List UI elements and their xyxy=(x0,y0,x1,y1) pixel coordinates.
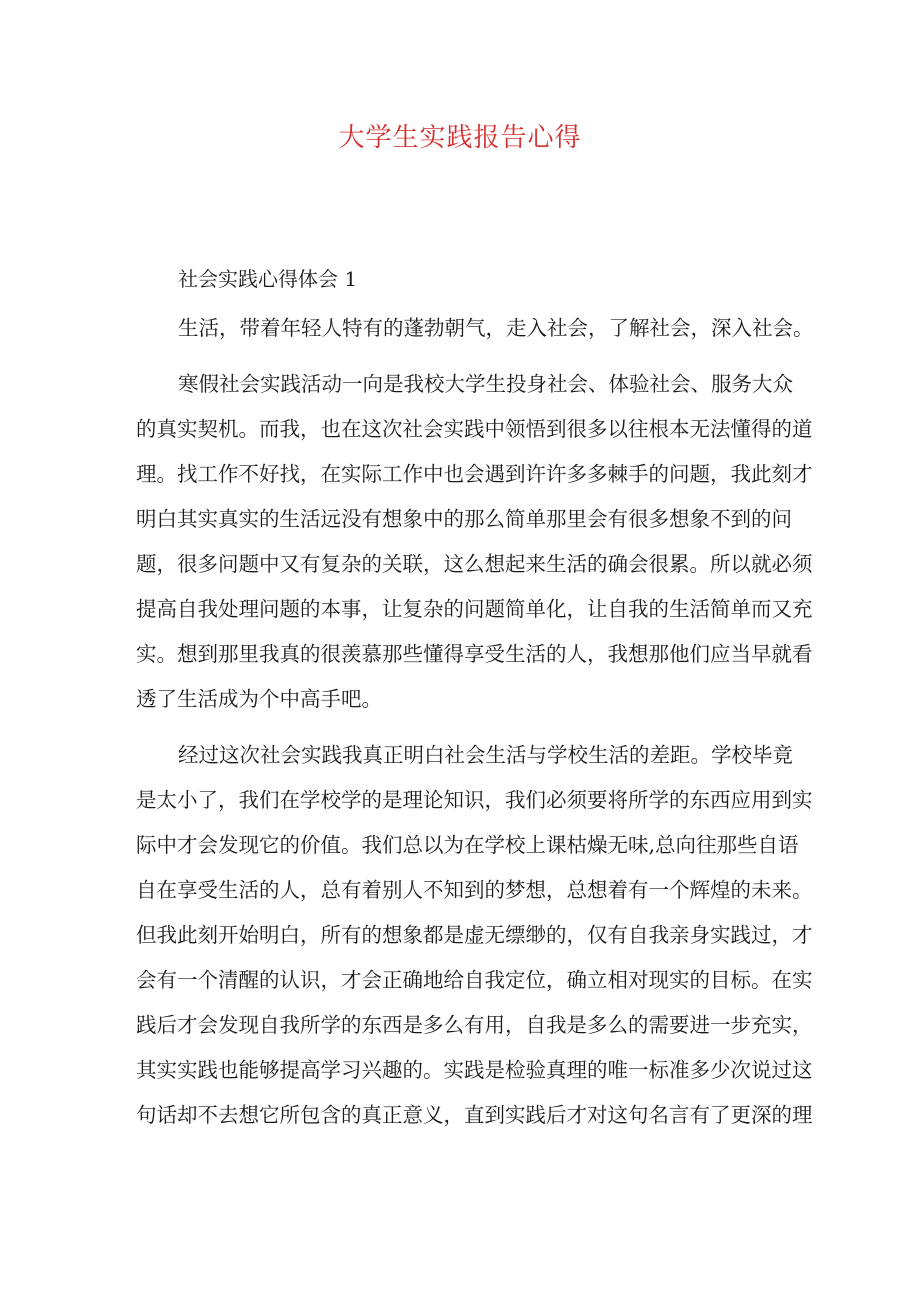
paragraph-line: 提高自我处理问题的本事，让复杂的问题简单化，让自我的生活简单而又充 xyxy=(136,597,813,621)
paragraph-line: 实。想到那里我真的很羡慕那些懂得享受生活的人，我想那他们应当早就看 xyxy=(136,642,813,666)
paragraph-line: 题，很多问题中又有复杂的关联，这么想起来生活的确会很累。所以就必须 xyxy=(136,552,813,576)
paragraph-line: 理。找工作不好找，在实际工作中也会遇到许许多多棘手的问题，我此刻才 xyxy=(136,462,813,486)
section-heading: 社会实践心得体会 1 xyxy=(178,267,358,291)
paragraph-line: 际中才会发现它的价值。我们总以为在学校上课枯燥无味,总向往那些自语 xyxy=(136,833,799,857)
paragraph-line: 但我此刻开始明白，所有的想象都是虚无缥缈的，仅有自我亲身实践过，才 xyxy=(136,923,813,947)
paragraph-line: 生活，带着年轻人特有的蓬勃朝气，走入社会，了解社会，深入社会。 xyxy=(178,316,814,340)
paragraph-line: 的真实契机。而我，也在这次社会实践中领悟到很多以往根本无法懂得的道 xyxy=(136,417,813,441)
paragraph xyxy=(136,306,814,351)
paragraph-line: 自在享受生活的人，总有着别人不知到的梦想，总想着有一个辉煌的未来。 xyxy=(136,878,813,902)
paragraph-line: 践后才会发现自我所学的东西是多么有用，自我是多么的需要进一步充实， xyxy=(136,1013,813,1037)
paragraph xyxy=(136,733,813,1138)
document-title: 大学生实践报告心得 xyxy=(338,123,582,153)
paragraph-line: 其实实践也能够提高学习兴趣的。实践是检验真理的唯一标准多少次说过这 xyxy=(136,1058,813,1082)
paragraph-line: 明白其实真实的生活远没有想象中的那么简单那里会有很多想象不到的问 xyxy=(136,507,792,531)
document-body xyxy=(136,306,814,1138)
paragraph-line: 寒假社会实践活动一向是我校大学生投身社会、体验社会、服务大众 xyxy=(178,372,793,396)
paragraph-line: 经过这次社会实践我真正明白社会生活与学校生活的差距。学校毕竟 xyxy=(178,743,793,767)
paragraph-line: 会有一个清醒的认识，才会正确地给自我定位，确立相对现实的目标。在实 xyxy=(136,968,813,992)
paragraph-line: 是太小了，我们在学校学的是理论知识，我们必须要将所学的东西应用到实 xyxy=(136,788,813,812)
paragraph-line: 透了生活成为个中高手吧。 xyxy=(136,687,382,711)
paragraph-line: 句话却不去想它所包含的真正意义，直到实践后才对这句名言有了更深的理 xyxy=(136,1103,813,1127)
paragraph xyxy=(136,362,813,722)
